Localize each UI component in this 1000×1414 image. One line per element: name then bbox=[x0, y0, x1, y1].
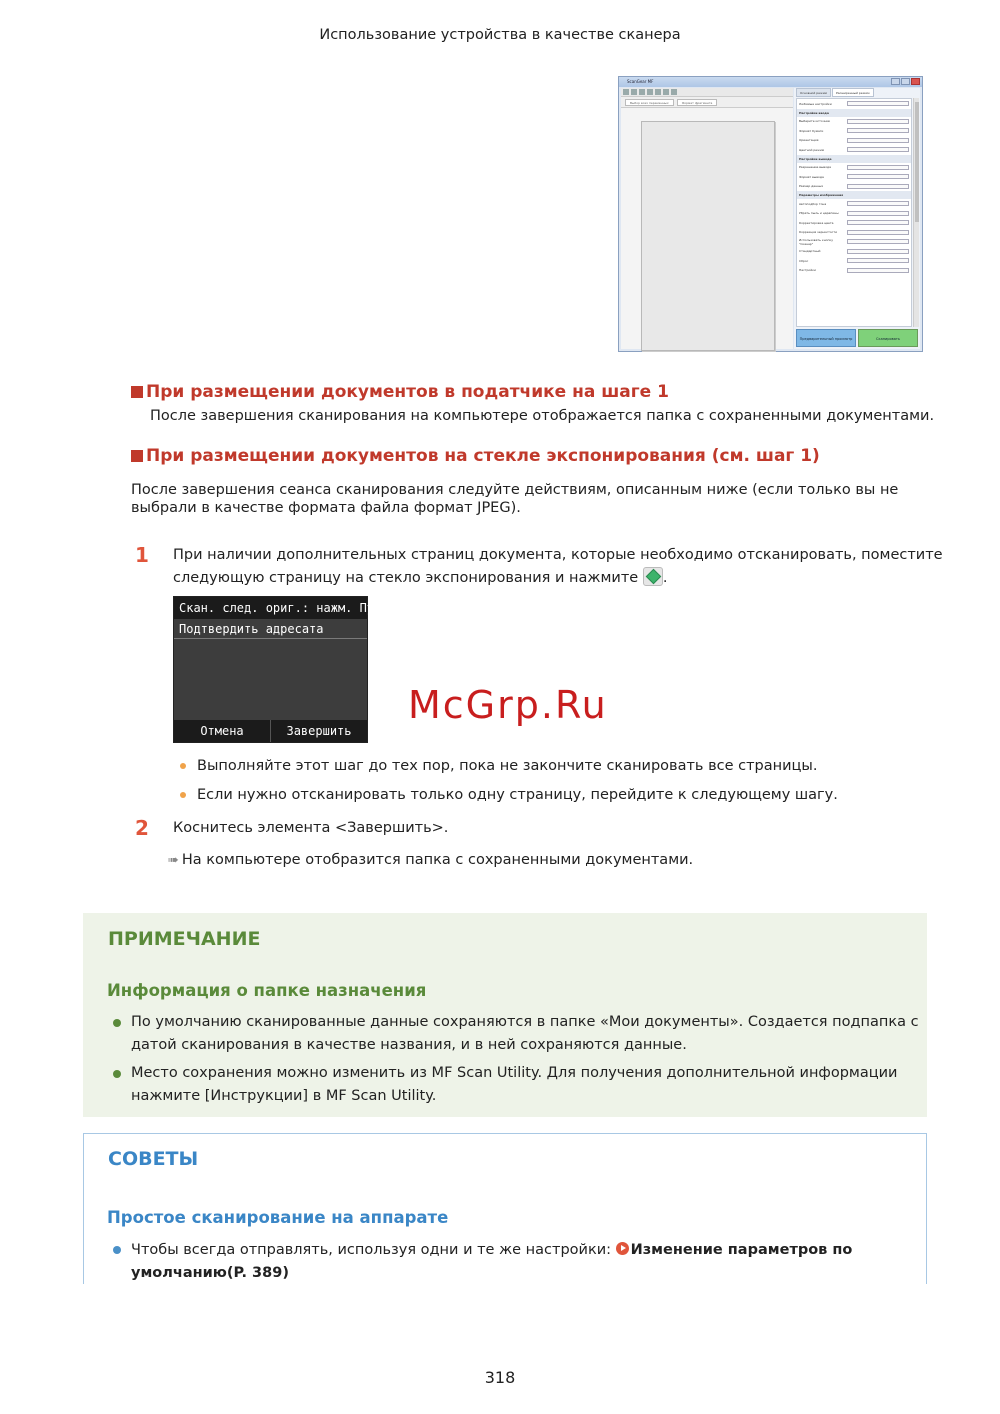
crop-format-button[interactable]: Формат фрагмента bbox=[677, 99, 718, 106]
select-all-button[interactable]: Выбор всех переменных bbox=[625, 99, 674, 106]
settings-section-header bbox=[797, 191, 911, 199]
settings-row-label: Формат бумаги bbox=[799, 128, 824, 133]
settings-dropdown[interactable] bbox=[847, 119, 909, 124]
settings-dropdown[interactable] bbox=[847, 220, 909, 225]
lcd-finish-button[interactable]: Завершить bbox=[270, 720, 367, 742]
feeder-heading-text: При размещении документов в податчике на шаге 1 bbox=[146, 382, 669, 402]
settings-row[interactable] bbox=[797, 182, 911, 192]
tab-basic-mode[interactable]: Основной режим bbox=[796, 88, 831, 97]
settings-row[interactable] bbox=[797, 266, 911, 276]
settings-row-label: Корректировка цвета bbox=[799, 220, 834, 225]
platen-heading-text: При размещении документов на стекле экспонирования (см. шаг 1) bbox=[146, 446, 820, 466]
note-bullet-1-line2: датой сканирования в качестве названия, и в ней сохраняются данные. bbox=[131, 1037, 687, 1053]
settings-row[interactable] bbox=[797, 237, 911, 247]
settings-row[interactable] bbox=[797, 199, 911, 209]
settings-row-label: Формат вывода bbox=[799, 174, 824, 179]
settings-row-label: Выберите источник bbox=[799, 119, 831, 124]
page-number: 318 bbox=[484, 1368, 516, 1387]
step-2-text: Коснитесь элемента <Завершить>. bbox=[173, 820, 449, 836]
settings-scrollbar[interactable] bbox=[913, 98, 919, 327]
tips-bullet-1-line1 bbox=[131, 1239, 852, 1262]
tab-advanced-mode[interactable]: Расширенный режим bbox=[832, 88, 874, 97]
settings-row[interactable] bbox=[797, 209, 911, 219]
step-1-bullet-2: Если нужно отсканировать только одну страницу, перейдите к следующему шагу. bbox=[197, 787, 838, 803]
note-title: ПРИМЕЧАНИЕ bbox=[108, 928, 261, 950]
settings-row[interactable] bbox=[797, 117, 911, 127]
settings-dropdown[interactable] bbox=[847, 138, 909, 143]
settings-row[interactable] bbox=[797, 145, 911, 155]
lcd-confirm-destination[interactable]: Подтвердить адресата bbox=[174, 619, 367, 639]
heading-square-icon bbox=[131, 386, 143, 398]
feeder-section-text: После завершения сканирования на компьютере отображается папка с сохраненными документами. bbox=[150, 408, 935, 424]
note-bullet-2-line2: нажмите [Инструкции] в MF Scan Utility. bbox=[131, 1088, 437, 1104]
settings-dropdown[interactable] bbox=[847, 211, 909, 216]
info-icon[interactable] bbox=[671, 89, 677, 95]
scangear-toolbar-secondary bbox=[621, 97, 793, 108]
scangear-screenshot bbox=[618, 76, 923, 352]
settings-dropdown[interactable] bbox=[847, 128, 909, 133]
bullet-icon bbox=[179, 791, 189, 801]
link-arrow-icon bbox=[616, 1242, 629, 1255]
settings-row-label: Автоподбор тона bbox=[799, 201, 827, 206]
maximize-icon[interactable] bbox=[901, 78, 910, 85]
scan-button[interactable]: Сканировать bbox=[858, 329, 918, 347]
step-1-line2-end: . bbox=[662, 570, 668, 586]
watermark: McGrp.Ru bbox=[408, 683, 608, 727]
toolbar-tool-icon[interactable] bbox=[663, 89, 669, 95]
settings-row-label: Ориентация bbox=[799, 138, 819, 143]
settings-row-label: Настройки bbox=[799, 268, 816, 273]
settings-row-label: Настройки вывода bbox=[799, 156, 832, 161]
preview-button[interactable]: Предварительный просмотр bbox=[796, 329, 856, 347]
default-settings-link-line2[interactable]: умолчанию(P. 389) bbox=[131, 1265, 289, 1281]
note-subtitle: Информация о папке назначения bbox=[107, 981, 427, 1000]
default-settings-link[interactable]: Изменение параметров по bbox=[630, 1242, 853, 1258]
result-arrow-icon: ➠ bbox=[168, 853, 179, 868]
scangear-tabs bbox=[794, 88, 920, 97]
settings-row[interactable] bbox=[797, 172, 911, 182]
scangear-toolbar bbox=[621, 88, 793, 97]
lcd-status-line: Скан. след. ориг.: нажм. Пуск bbox=[174, 597, 367, 619]
bullet-icon bbox=[179, 762, 189, 772]
scangear-titlebar bbox=[619, 77, 922, 87]
settings-dropdown[interactable] bbox=[847, 239, 909, 244]
toolbar-tool-icon[interactable] bbox=[631, 89, 637, 95]
scangear-settings-panel bbox=[794, 88, 920, 349]
settings-row-label: Параметры изображения bbox=[799, 193, 844, 197]
scangear-preview-area bbox=[621, 88, 793, 349]
settings-dropdown[interactable] bbox=[847, 184, 909, 189]
settings-dropdown[interactable] bbox=[847, 174, 909, 179]
note-bullet-2-line1: Место сохранения можно изменить из MF Scan Utility. Для получения дополнительной информации bbox=[131, 1065, 898, 1081]
bullet-icon bbox=[113, 1070, 121, 1078]
step-2-result-text: На компьютере отобразится папка с сохраненными документами. bbox=[181, 852, 694, 868]
settings-section-header bbox=[797, 155, 911, 163]
toolbar-tool-icon[interactable] bbox=[655, 89, 661, 95]
settings-row-label: Размер данных bbox=[799, 184, 824, 189]
heading-square-icon bbox=[131, 450, 143, 462]
tips-subtitle: Простое сканирование на аппарате bbox=[107, 1208, 449, 1227]
settings-list bbox=[796, 98, 912, 327]
scangear-bottom-buttons bbox=[796, 329, 918, 347]
settings-row-label: Использовать кнопку "Сканер" bbox=[799, 237, 834, 246]
bullet-icon bbox=[113, 1246, 121, 1254]
tips-title: СОВЕТЫ bbox=[108, 1148, 199, 1170]
settings-row-label: Убрать пыль и царапины bbox=[799, 211, 839, 216]
scrollbar-thumb[interactable] bbox=[915, 102, 919, 222]
settings-row-label: Цветной режим bbox=[799, 147, 825, 152]
settings-dropdown[interactable] bbox=[847, 249, 909, 254]
settings-row[interactable] bbox=[797, 99, 911, 109]
settings-dropdown[interactable] bbox=[847, 201, 909, 206]
settings-row-label: Любимые настройки bbox=[799, 101, 832, 106]
settings-dropdown[interactable] bbox=[847, 101, 909, 106]
platen-section-heading bbox=[131, 446, 820, 466]
minimize-icon[interactable] bbox=[891, 78, 900, 85]
feeder-section-heading bbox=[131, 382, 669, 402]
step-1-line1: При наличии дополнительных страниц документа, которые необходимо отсканировать, поместите bbox=[173, 547, 943, 563]
settings-row-label: Разрешение вывода bbox=[799, 165, 831, 170]
platen-intro-line2: выбрали в качестве формата файла формат JPEG). bbox=[131, 500, 521, 516]
step-1-line2-text: следующую страницу на стекло экспонирования и нажмите bbox=[173, 570, 639, 586]
scan-preview-page bbox=[641, 121, 775, 351]
settings-dropdown[interactable] bbox=[847, 165, 909, 170]
step-2-result bbox=[168, 849, 693, 872]
settings-row[interactable] bbox=[797, 256, 911, 266]
scangear-window-title: ScanGear MF bbox=[627, 79, 654, 84]
window-buttons bbox=[891, 78, 920, 85]
lcd-button-bar bbox=[174, 720, 367, 742]
settings-row-label: Сброс bbox=[799, 258, 809, 263]
step-1-bullet-1: Выполняйте этот шаг до тех пор, пока не закончите сканировать все страницы. bbox=[197, 758, 818, 774]
toolbar-tool-icon[interactable] bbox=[639, 89, 645, 95]
settings-dropdown[interactable] bbox=[847, 230, 909, 235]
settings-row[interactable] bbox=[797, 228, 911, 238]
settings-row-label: Стандартный bbox=[799, 249, 821, 254]
settings-dropdown[interactable] bbox=[847, 268, 909, 273]
settings-row[interactable] bbox=[797, 136, 911, 146]
settings-row-label: Настройки ввода bbox=[799, 110, 829, 115]
settings-row[interactable] bbox=[797, 163, 911, 173]
settings-row-label: Коррекция зернистости bbox=[799, 230, 838, 235]
settings-row[interactable] bbox=[797, 218, 911, 228]
lcd-display bbox=[173, 596, 389, 743]
start-key-icon bbox=[643, 567, 663, 586]
settings-dropdown[interactable] bbox=[847, 258, 909, 263]
settings-dropdown[interactable] bbox=[847, 147, 909, 152]
lcd-cancel-button[interactable]: Отмена bbox=[200, 724, 244, 738]
step-2-number: 2 bbox=[135, 816, 149, 840]
toolbar-tool-icon[interactable] bbox=[623, 89, 629, 95]
settings-row[interactable] bbox=[797, 247, 911, 257]
bullet-icon bbox=[113, 1019, 121, 1027]
step-1-line2 bbox=[173, 567, 667, 590]
step-1-number: 1 bbox=[135, 543, 149, 567]
toolbar-tool-icon[interactable] bbox=[647, 89, 653, 95]
tips-bullet-1-text: Чтобы всегда отправлять, используя одни и те же настройки: bbox=[131, 1242, 616, 1258]
platen-intro-line1: После завершения сеанса сканирования следуйте действиям, описанным ниже (если только вы не bbox=[131, 482, 899, 498]
settings-section-header bbox=[797, 109, 911, 117]
close-icon[interactable] bbox=[911, 78, 920, 85]
running-header: Использование устройства в качестве сканера bbox=[319, 27, 681, 43]
settings-row[interactable] bbox=[797, 126, 911, 136]
note-bullet-1-line1: По умолчанию сканированные данные сохраняются в папке «Мои документы». Создается подпапка с bbox=[131, 1014, 919, 1030]
